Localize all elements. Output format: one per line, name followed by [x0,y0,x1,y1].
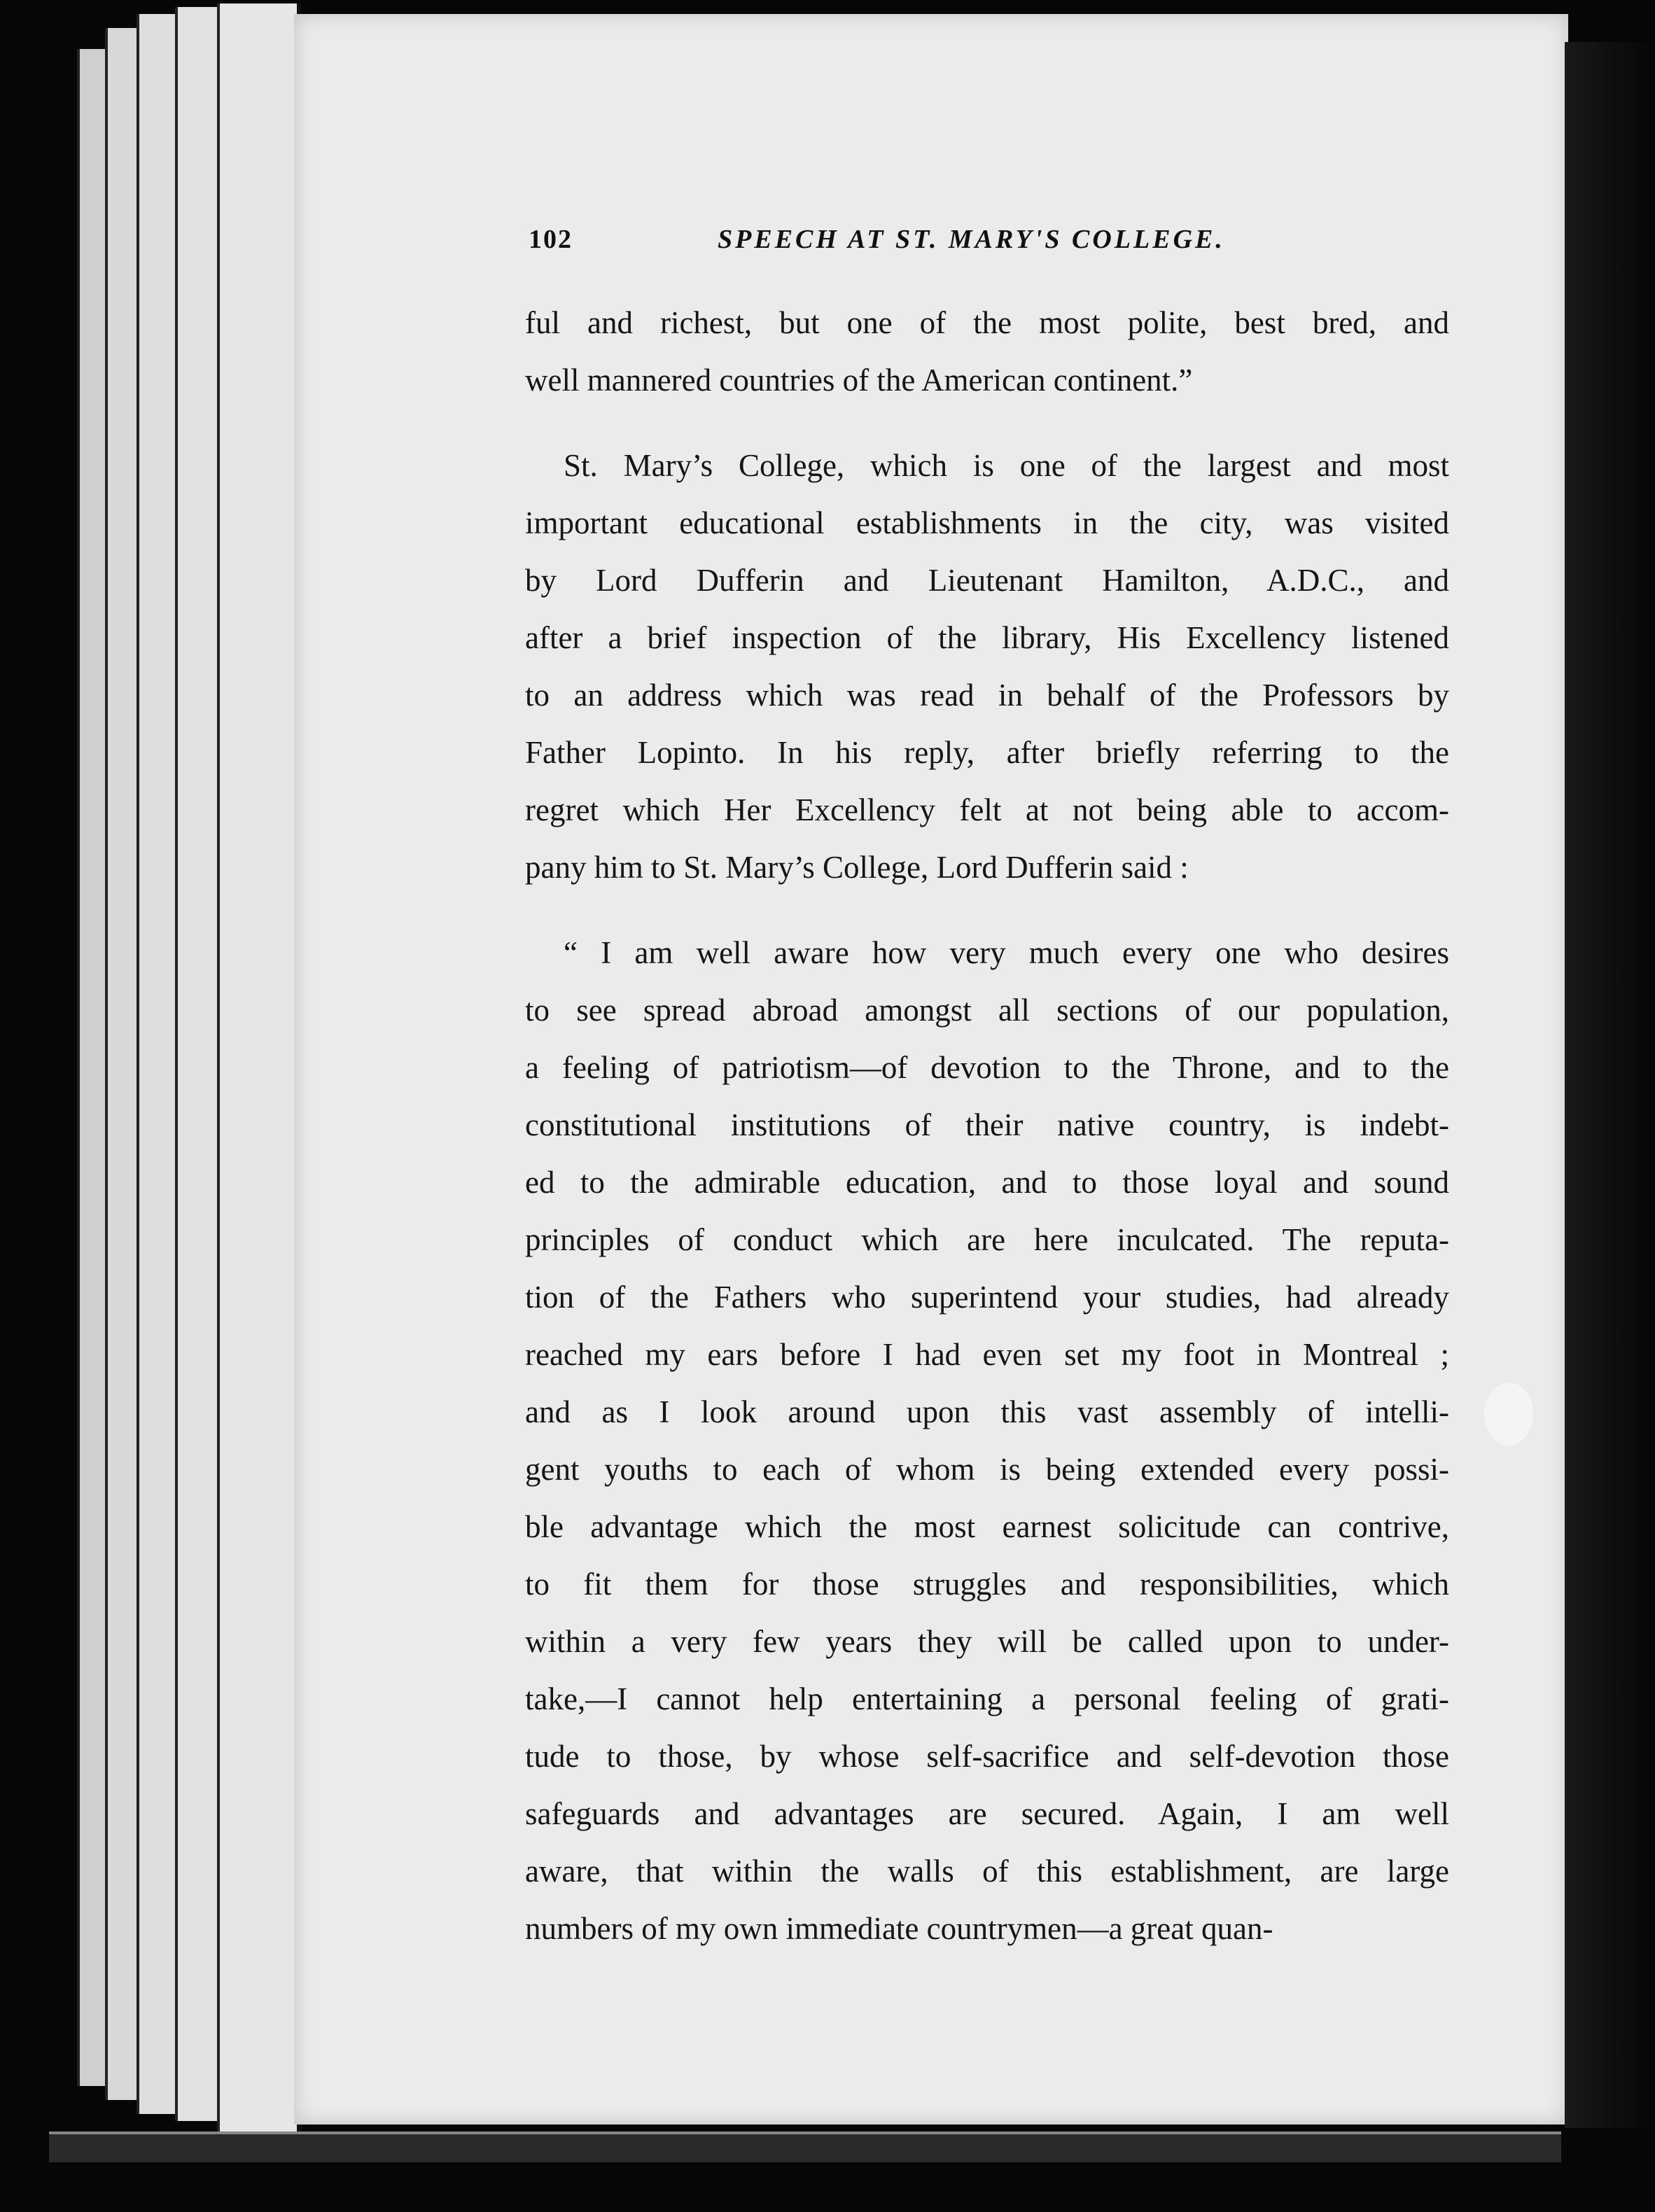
text-line: constitutional institutions of their native country, is indebt- [525,1107,1449,1142]
text-line: St. Mary’s College, which is one of the largest and most [564,448,1449,483]
paragraph [525,924,1449,1957]
text-line: ed to the admirable education, and to those loyal and sound [525,1165,1449,1200]
text-line: ble advantage which the most earnest solicitude can contrive, [525,1509,1449,1544]
text-line: “ I am well aware how very much every one who desires [564,935,1449,970]
text-line: regret which Her Excellency felt at not being able to accom- [525,792,1449,827]
text-line: and as I look around upon this vast assembly of intelli- [525,1394,1449,1429]
text-line: to fit them for those struggles and responsibilities, which [525,1567,1449,1602]
text-line: within a very few years they will be called upon to under- [525,1624,1449,1659]
text-line: Father Lopinto. In his reply, after briefly referring to the [525,735,1449,770]
text-line: numbers of my own immediate countrymen—a great quan- [525,1911,1273,1946]
paragraph-gap [525,409,1449,437]
text-line: gent youths to each of whom is being extended every possi- [525,1452,1449,1487]
text-line: to an address which was read in behalf of the Professors by [525,678,1449,713]
text-line: reached my ears before I had even set my foot in Montreal ; [525,1337,1449,1372]
paragraph-gap [525,896,1449,924]
text-line: aware, that within the walls of this establishment, are large [525,1854,1449,1889]
binding-shadow [1565,42,1655,2128]
text-line: tion of the Fathers who superintend your studies, had already [525,1280,1449,1315]
text-line: a feeling of patriotism—of devotion to the Throne, and to the [525,1050,1449,1085]
text-line: safeguards and advantages are secured. Again, I am well [525,1796,1449,1831]
scan-artifact [1484,1382,1533,1446]
page-number: 102 [529,225,573,254]
running-head [529,224,1299,266]
text-line: important educational establishments in the city, was visited [525,505,1449,540]
running-title: SPEECH AT ST. MARY'S COLLEGE. [718,225,1225,254]
page-edge [217,4,301,2132]
text-line: well mannered countries of the American continent.” [525,363,1193,398]
text-line: to see spread abroad amongst all sections of our population, [525,993,1449,1028]
body-text [525,294,1449,1957]
text-line: ful and richest, but one of the most polite, best bred, and [525,305,1449,340]
text-line: by Lord Dufferin and Lieutenant Hamilton, A.D.C., and [525,563,1449,598]
paragraph [525,294,1449,409]
text-line: after a brief inspection of the library, His Excellency listened [525,620,1449,655]
text-line: tude to those, by whose self-sacrifice and self-devotion those [525,1739,1449,1774]
paragraph [525,437,1449,896]
text-line: pany him to St. Mary’s College, Lord Dufferin said : [525,850,1189,885]
text-line: principles of conduct which are here inculcated. The reputa- [525,1222,1449,1257]
text-line: take,—I cannot help entertaining a personal feeling of grati- [525,1681,1449,1716]
bottom-page-edge [49,2132,1561,2162]
